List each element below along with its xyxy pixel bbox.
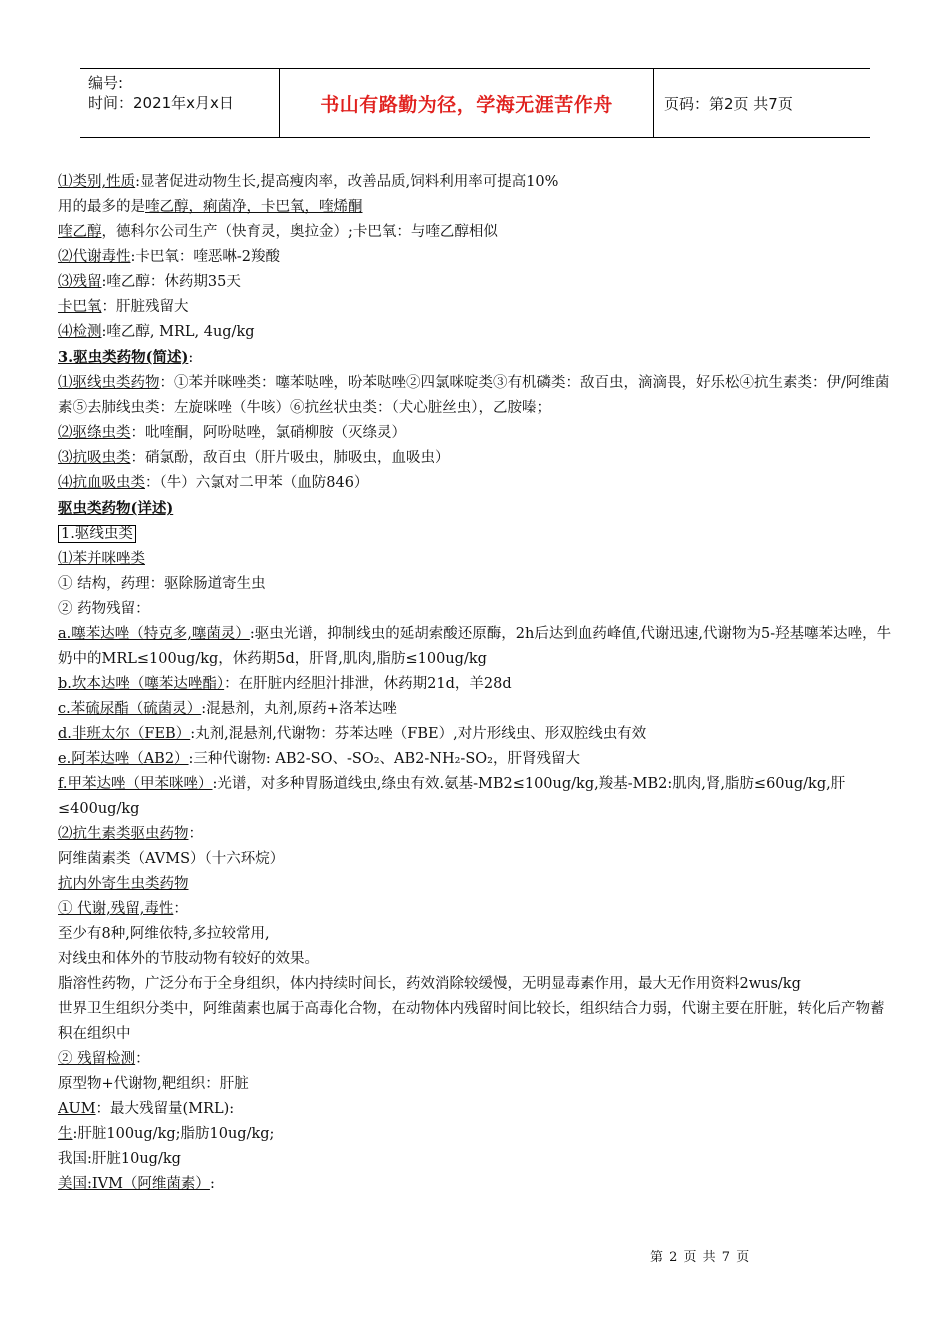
- line-text: :三种代谢物: AB2-SO、-SO₂、AB2-NH₂-SO₂，肝肾残留大: [188, 751, 580, 767]
- line-text: ：①苯并咪唑类：噻苯哒唑，吩苯哒唑②四氯咪啶类③有机磷类：敌百虫，滴滴畏，好乐松④抗生素类：伊/阿维菌素⑤去肺线虫类：左旋咪唑（牛咳）⑥抗丝状虫类：（犬心脏丝虫），乙胺嗪；: [58, 375, 890, 416]
- line-text: ：: [188, 826, 203, 842]
- underlined-term: ⑵驱绦虫类: [58, 425, 131, 441]
- line-text: ，德科尔公司生产（快育灵，奥拉金）;卡巴氧：与喹乙醇相似: [101, 224, 498, 240]
- text-line: [58, 1122, 896, 1147]
- boxed-heading: 1.驱线虫类: [58, 525, 136, 543]
- underlined-term: 抗内外寄生虫类药物: [58, 876, 189, 892]
- underlined-term: ⑵抗生素类驱虫药物: [58, 826, 189, 842]
- line-text: ② 药物残留：: [58, 601, 150, 617]
- underlined-term: ⑴苯并咪唑类: [58, 551, 145, 567]
- line-text: ：肝脏残留大: [101, 299, 189, 315]
- text-line: [58, 997, 896, 1047]
- text-line: [58, 672, 896, 697]
- text-line: [58, 270, 896, 295]
- header-meta: [80, 69, 280, 137]
- text-line: [58, 295, 896, 320]
- line-text: :显著促进动物生长,提高瘦肉率，改善品质,饲料利用率可提高10%: [135, 174, 559, 190]
- text-line: [58, 597, 896, 622]
- underlined-term: ⑷检测: [58, 324, 102, 340]
- line-text: :: [209, 1176, 215, 1192]
- line-text: ：: [135, 1051, 150, 1067]
- underlined-term: ⑴类别,性质: [58, 174, 136, 190]
- text-line: [58, 1147, 896, 1172]
- underlined-term: 卡巴氧: [58, 299, 102, 315]
- section-heading: 驱虫类药物(详述): [58, 500, 174, 517]
- underlined-term: ⑶残留: [58, 274, 102, 290]
- text-line: [58, 1172, 896, 1197]
- text-line: [58, 622, 896, 672]
- line-text: ：吡喹酮，阿吩哒唑，氯硝柳胺（灭绦灵）: [130, 425, 406, 441]
- text-line: [58, 947, 896, 972]
- line-text: ：在肝脏内经胆汁排泄，休药期21d，羊28d: [224, 676, 512, 692]
- text-line: [58, 522, 896, 547]
- line-text: :卡巴氧：喹恶啉-2羧酸: [130, 249, 281, 265]
- line-text: 原型物+代谢物,靶组织：肝脏: [58, 1076, 249, 1092]
- text-line: [58, 496, 896, 522]
- underlined-term: d.非班太尔（FEB）: [58, 726, 191, 742]
- document-body: [58, 170, 896, 1197]
- line-text: :喹乙醇, MRL, 4ug/kg: [101, 324, 255, 340]
- text-line: [58, 822, 896, 847]
- line-text: :肝脏100ug/kg;脂肪10ug/kg;: [72, 1126, 275, 1142]
- line-text: 脂溶性药物，广泛分布于全身组织，体内持续时间长，药效消除较缓慢，无明显毒素作用，最大无作用资料2wus/kg: [58, 976, 801, 992]
- line-text: ：硝氯酚，敌百虫（肝片吸虫，肺吸虫，血吸虫）: [130, 450, 450, 466]
- doc-time-label: 时间：2021年x月x日: [88, 94, 234, 112]
- underlined-term: f.甲苯达唑（甲苯咪唑）: [58, 776, 213, 792]
- underlined-term: ⑵代谢毒性: [58, 249, 131, 265]
- text-line: [58, 421, 896, 446]
- line-text: 用的最多的是: [58, 199, 145, 215]
- line-text: ：（牛）六氯对二甲苯（血防846）: [145, 475, 369, 491]
- line-text: 我国:肝脏10ug/kg: [58, 1151, 181, 1167]
- text-line: [58, 471, 896, 496]
- text-line: [58, 371, 896, 421]
- text-line: [58, 245, 896, 270]
- underlined-term: c.苯硫尿酯（硫菌灵）: [58, 701, 202, 717]
- text-line: [58, 922, 896, 947]
- text-line: [58, 572, 896, 597]
- underlined-term: 生: [58, 1126, 73, 1142]
- text-line: [58, 547, 896, 572]
- text-line: [58, 747, 896, 772]
- underlined-term: ② 残留检测: [58, 1051, 136, 1067]
- line-text: :: [188, 350, 194, 366]
- text-line: [58, 972, 896, 997]
- line-text: 至少有8种,阿维依特,多拉较常用,: [58, 926, 270, 942]
- text-line: [58, 697, 896, 722]
- page-header: [80, 68, 870, 138]
- underlined-term: a.噻苯达唑（特克多,噻菌灵）: [58, 626, 250, 642]
- page-footer: 第 2 页 共 7 页: [650, 1250, 751, 1265]
- text-line: [58, 320, 896, 345]
- underlined-term: ⑷抗血吸虫类: [58, 475, 145, 491]
- header-page-info: 页码：第2页 共7页: [664, 94, 793, 113]
- underlined-term: 美国:IVM（阿维菌素）: [58, 1176, 210, 1192]
- text-line: [58, 872, 896, 897]
- underlined-term: ⑴驱线虫类药物: [58, 375, 160, 391]
- line-text: :混悬剂，丸剂,原药+洛苯达唑: [201, 701, 397, 717]
- header-motto: 书山有路勤为径，学海无涯苦作舟: [280, 69, 654, 137]
- line-text: 对线虫和体外的节肢动物有较好的效果。: [58, 951, 319, 967]
- text-line: [58, 1072, 896, 1097]
- text-line: [58, 897, 896, 922]
- underlined-term: e.阿苯达唑（AB2）: [58, 751, 189, 767]
- line-text: :驱虫光谱，抑制线虫的延胡索酸还原酶，2h后达到血药峰值,代谢迅速,代谢物为5-羟基噻苯达唑，牛奶中的MRL≤100ug/kg，休药期5d，肝肾,肌肉,脂肪≤100ug/kg: [58, 626, 892, 667]
- line-text: ① 结构，药理：驱除肠道寄生虫: [58, 576, 266, 592]
- line-text: :喹乙醇：休药期35天: [101, 274, 241, 290]
- text-line: [58, 772, 896, 822]
- text-line: [58, 1047, 896, 1072]
- line-text: 阿维菌素类（AVMS）（十六环烷）: [58, 851, 285, 867]
- line-text: :光谱，对多种胃肠道线虫,绦虫有效.氨基-MB2≤100ug/kg,羧基-MB2:肌肉,肾,脂肪≤60ug/kg,肝≤400ug/kg: [58, 776, 846, 817]
- doc-number-label: 编号:: [88, 74, 124, 92]
- underlined-term: 喹乙醇，痢菌净，卡巴氧，喹烯酮: [145, 199, 363, 215]
- underlined-term: 喹乙醇: [58, 224, 102, 240]
- line-text: ：: [173, 901, 188, 917]
- underlined-term: ⑶抗吸虫类: [58, 450, 131, 466]
- text-line: [58, 446, 896, 471]
- line-text: ：最大残留量(MRL):: [95, 1101, 235, 1117]
- text-line: [58, 195, 896, 220]
- text-line: [58, 847, 896, 872]
- line-text: :丸剂,混悬剂,代谢物：芬苯达唑（FBE）,对片形线虫、形双腔线虫有效: [190, 726, 647, 742]
- text-line: [58, 345, 896, 371]
- text-line: [58, 1097, 896, 1122]
- section-heading: 3.驱虫类药物(简述): [58, 349, 189, 366]
- underlined-term: b.坎本达唑（噻苯达唑酯）: [58, 676, 225, 692]
- underlined-term: AUM: [58, 1101, 96, 1117]
- line-text: 世界卫生组织分类中，阿维菌素也属于高毒化合物，在动物体内残留时间比较长，组织结合力弱，代谢主要在肝脏，转化后产物蓄积在组织中: [58, 1001, 885, 1042]
- text-line: [58, 722, 896, 747]
- text-line: [58, 220, 896, 245]
- text-line: [58, 170, 896, 195]
- underlined-term: ① 代谢,残留,毒性: [58, 901, 174, 917]
